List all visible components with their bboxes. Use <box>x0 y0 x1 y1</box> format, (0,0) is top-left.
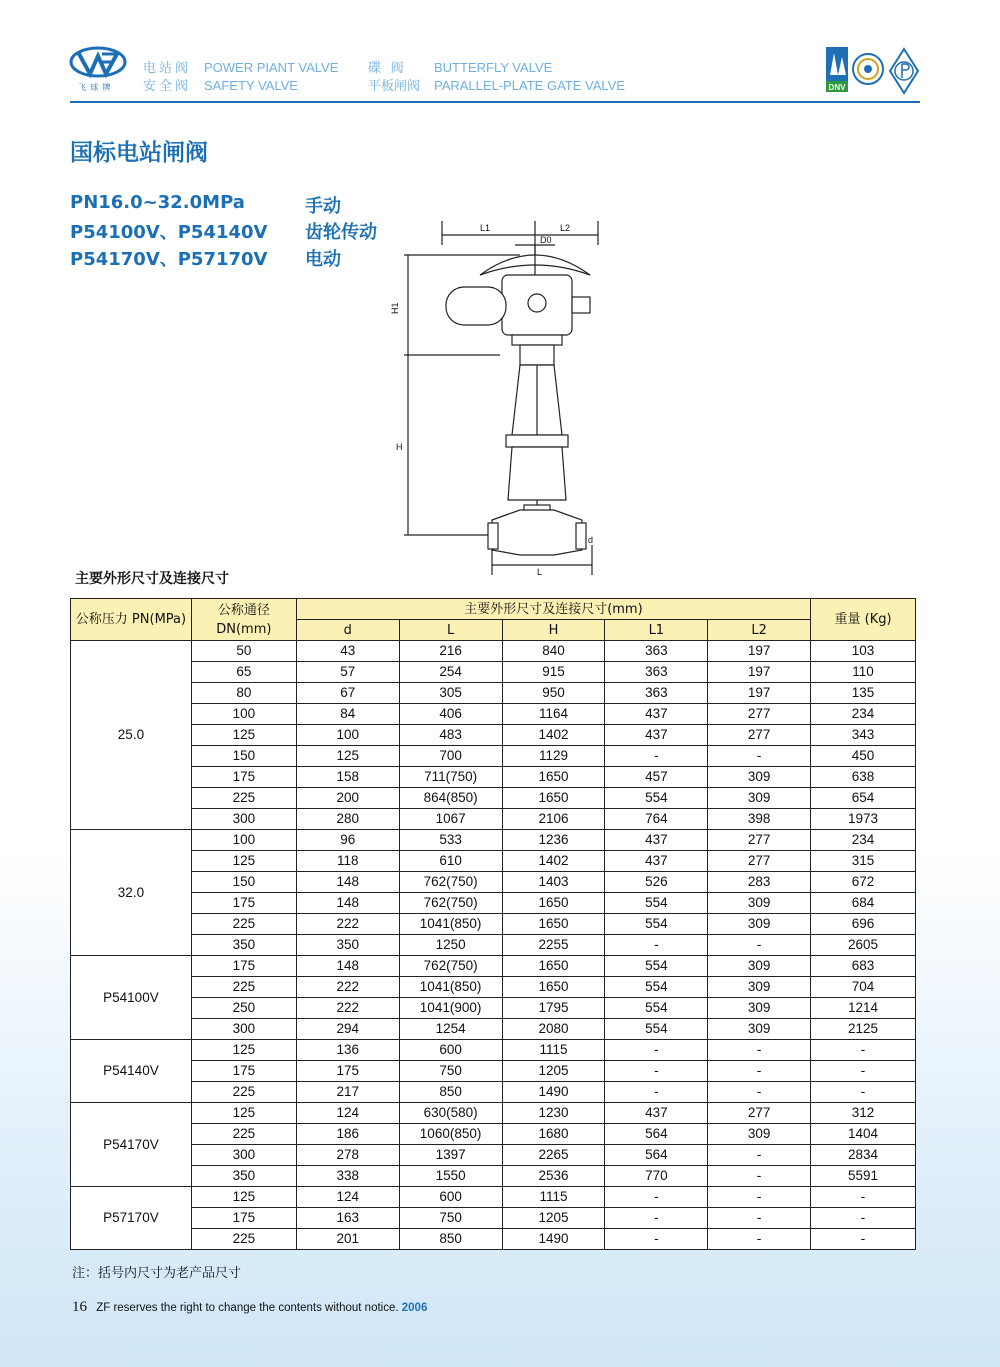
table-title: 主要外形尺寸及连接尺寸 <box>75 571 229 587</box>
table-cell: 2834 <box>811 1145 916 1166</box>
table-cell: 526 <box>605 872 708 893</box>
table-cell: 610 <box>399 851 502 872</box>
table-cell: 200 <box>296 788 399 809</box>
table-cell: 437 <box>605 851 708 872</box>
table-cell: 1041(850) <box>399 914 502 935</box>
table-row <box>71 851 916 872</box>
table-cell: - <box>811 1229 916 1250</box>
table-cell: 554 <box>605 788 708 809</box>
table-cell: 2605 <box>811 935 916 956</box>
footer-year: 2006 <box>401 1302 428 1314</box>
table-cell: 437 <box>605 704 708 725</box>
header-cat-1-cn: 电站阀 安全阀 <box>143 60 192 93</box>
table-cell: 186 <box>296 1124 399 1145</box>
table-row <box>71 1208 916 1229</box>
table-row <box>71 1019 916 1040</box>
header-l1: L1 <box>605 620 708 641</box>
table-cell: 300 <box>191 1145 296 1166</box>
table-cell: 770 <box>605 1166 708 1187</box>
table-row <box>71 935 916 956</box>
table-row <box>71 725 916 746</box>
table-cell: 350 <box>296 935 399 956</box>
table-cell: 125 <box>191 851 296 872</box>
dim-label-l2: L2 <box>560 223 571 233</box>
table-cell: 50 <box>191 641 296 662</box>
table-cell: 315 <box>811 851 916 872</box>
table-cell: 80 <box>191 683 296 704</box>
table-cell: 217 <box>296 1082 399 1103</box>
table-cell: 148 <box>296 956 399 977</box>
table-row <box>71 1145 916 1166</box>
table-body <box>71 641 916 1250</box>
table-cell: 175 <box>191 893 296 914</box>
table-cell: - <box>708 1208 811 1229</box>
table-cell: 1205 <box>502 1208 605 1229</box>
table-cell: 457 <box>605 767 708 788</box>
table-cell: 305 <box>399 683 502 704</box>
table-cell: - <box>811 1040 916 1061</box>
table-row <box>71 914 916 935</box>
pn-cell: 32.0 <box>71 830 192 956</box>
table-cell: 309 <box>708 914 811 935</box>
table-cell: - <box>708 1187 811 1208</box>
table-cell: 711(750) <box>399 767 502 788</box>
table-row <box>71 1061 916 1082</box>
table-row <box>71 1082 916 1103</box>
table-cell: 254 <box>399 662 502 683</box>
pn-cell: P54140V <box>71 1040 192 1103</box>
table-cell: 1403 <box>502 872 605 893</box>
table-cell: 67 <box>296 683 399 704</box>
header-weight: 重量 (Kg) <box>811 599 916 641</box>
table-cell: 277 <box>708 704 811 725</box>
header-dims: 主要外形尺寸及连接尺寸(mm) <box>296 599 810 620</box>
dim-label-d: d <box>588 535 594 545</box>
table-cell: 1402 <box>502 725 605 746</box>
table-cell: 437 <box>605 830 708 851</box>
table-cell: 309 <box>708 956 811 977</box>
table-cell: 437 <box>605 725 708 746</box>
table-cell: 950 <box>502 683 605 704</box>
table-cell: - <box>605 1040 708 1061</box>
table-cell: 1397 <box>399 1145 502 1166</box>
table-cell: 630(580) <box>399 1103 502 1124</box>
logo-text: 飞 球 牌 <box>78 83 112 92</box>
table-cell: 363 <box>605 683 708 704</box>
dim-label-d0: D0 <box>540 235 552 245</box>
table-cell: 1230 <box>502 1103 605 1124</box>
dnv-cert-icon <box>826 47 848 92</box>
table-cell: 350 <box>191 1166 296 1187</box>
table-cell: 309 <box>708 767 811 788</box>
certification-icons <box>826 47 921 95</box>
table-row <box>71 641 916 662</box>
table-cell: - <box>811 1082 916 1103</box>
table-cell: 277 <box>708 725 811 746</box>
table-cell: 564 <box>605 1124 708 1145</box>
table-cell: 125 <box>191 1187 296 1208</box>
table-cell: 277 <box>708 851 811 872</box>
table-cell: 125 <box>191 725 296 746</box>
table-cell: 309 <box>708 788 811 809</box>
table-cell: 225 <box>191 1082 296 1103</box>
table-cell: 704 <box>811 977 916 998</box>
table-row <box>71 956 916 977</box>
table-cell: 1250 <box>399 935 502 956</box>
table-cell: 84 <box>296 704 399 725</box>
table-cell: 136 <box>296 1040 399 1061</box>
table-cell: 96 <box>296 830 399 851</box>
table-cell: 216 <box>399 641 502 662</box>
header-d: d <box>296 620 399 641</box>
table-cell: 135 <box>811 683 916 704</box>
table-cell: 312 <box>811 1103 916 1124</box>
table-cell: 1115 <box>502 1040 605 1061</box>
table-cell: 1490 <box>502 1082 605 1103</box>
table-cell: 750 <box>399 1061 502 1082</box>
table-cell: 343 <box>811 725 916 746</box>
table-cell: 309 <box>708 893 811 914</box>
table-row <box>71 767 916 788</box>
table-cell: 1236 <box>502 830 605 851</box>
table-cell: - <box>708 1229 811 1250</box>
table-cell: 222 <box>296 977 399 998</box>
table-cell: 1067 <box>399 809 502 830</box>
table-cell: 363 <box>605 662 708 683</box>
dim-label-h: H <box>396 442 403 452</box>
table-cell: 100 <box>296 725 399 746</box>
table-cell: 864(850) <box>399 788 502 809</box>
table-cell: - <box>708 1166 811 1187</box>
table-cell: 277 <box>708 830 811 851</box>
table-cell: 201 <box>296 1229 399 1250</box>
table-cell: 437 <box>605 1103 708 1124</box>
table-cell: 1041(900) <box>399 998 502 1019</box>
table-cell: 1973 <box>811 809 916 830</box>
table-cell: - <box>708 1145 811 1166</box>
svg-text:DNV: DNV <box>828 83 846 92</box>
table-cell: 1060(850) <box>399 1124 502 1145</box>
table-cell: 1550 <box>399 1166 502 1187</box>
page-number: 16 <box>72 1299 87 1315</box>
table-cell: 2255 <box>502 935 605 956</box>
table-cell: 1129 <box>502 746 605 767</box>
table-cell: 1254 <box>399 1019 502 1040</box>
table-cell: 554 <box>605 977 708 998</box>
table-cell: 125 <box>191 1103 296 1124</box>
table-cell: 280 <box>296 809 399 830</box>
table-cell: 564 <box>605 1145 708 1166</box>
table-cell: 175 <box>296 1061 399 1082</box>
pn-cell: P54100V <box>71 956 192 1040</box>
table-row <box>71 746 916 767</box>
table-row <box>71 998 916 1019</box>
table-cell: 148 <box>296 893 399 914</box>
header-divider <box>70 101 920 103</box>
spec-mode-2: 齿轮传动 <box>305 222 377 243</box>
table-cell: 683 <box>811 956 916 977</box>
table-cell: 696 <box>811 914 916 935</box>
table-cell: 234 <box>811 830 916 851</box>
table-cell: - <box>605 1082 708 1103</box>
table-cell: 309 <box>708 1124 811 1145</box>
table-cell: 175 <box>191 956 296 977</box>
valve-drawing <box>380 215 620 585</box>
table-row <box>71 1229 916 1250</box>
table-cell: 762(750) <box>399 956 502 977</box>
table-cell: 915 <box>502 662 605 683</box>
table-cell: - <box>605 1229 708 1250</box>
page-footer <box>72 1299 427 1316</box>
table-cell: - <box>708 1082 811 1103</box>
table-cell: 148 <box>296 872 399 893</box>
table-cell: 234 <box>811 704 916 725</box>
table-cell: 764 <box>605 809 708 830</box>
dim-label-l: L <box>537 567 543 577</box>
table-cell: 1650 <box>502 893 605 914</box>
table-cell: 762(750) <box>399 872 502 893</box>
header-l: L <box>399 620 502 641</box>
table-cell: 100 <box>191 830 296 851</box>
table-cell: 103 <box>811 641 916 662</box>
table-cell: 197 <box>708 641 811 662</box>
pn-cell: 25.0 <box>71 641 192 830</box>
table-cell: - <box>811 1061 916 1082</box>
table-cell: 57 <box>296 662 399 683</box>
table-cell: 2536 <box>502 1166 605 1187</box>
table-cell: 225 <box>191 788 296 809</box>
table-cell: 1404 <box>811 1124 916 1145</box>
table-row <box>71 1187 916 1208</box>
table-cell: 338 <box>296 1166 399 1187</box>
spec-line-2: P54100V、P54140V <box>70 222 268 243</box>
table-cell: 554 <box>605 998 708 1019</box>
table-cell: 700 <box>399 746 502 767</box>
table-cell: 118 <box>296 851 399 872</box>
page-header <box>0 0 1000 110</box>
table-cell: 175 <box>191 1061 296 1082</box>
dimension-table <box>70 598 916 1250</box>
table-cell: 125 <box>191 1040 296 1061</box>
table-cell: 277 <box>708 1103 811 1124</box>
table-cell: 1041(850) <box>399 977 502 998</box>
table-cell: 672 <box>811 872 916 893</box>
table-cell: 654 <box>811 788 916 809</box>
table-cell: 294 <box>296 1019 399 1040</box>
table-cell: 150 <box>191 746 296 767</box>
table-cell: 225 <box>191 1124 296 1145</box>
table-cell: 65 <box>191 662 296 683</box>
header-cat-1-en: POWER PIANT VALVE SAFETY VALVE <box>204 60 339 93</box>
table-cell: 2080 <box>502 1019 605 1040</box>
table-cell: 309 <box>708 1019 811 1040</box>
table-row <box>71 1040 916 1061</box>
table-cell: 1115 <box>502 1187 605 1208</box>
table-cell: 850 <box>399 1229 502 1250</box>
table-cell: 175 <box>191 1208 296 1229</box>
table-cell: 1650 <box>502 914 605 935</box>
table-cell: 150 <box>191 872 296 893</box>
table-cell: 222 <box>296 998 399 1019</box>
dim-label-l1: L1 <box>480 223 491 233</box>
table-cell: 1650 <box>502 788 605 809</box>
footer-text: ZF reserves the right to change the contents without notice. <box>96 1302 399 1314</box>
spec-line-3: P54170V、P57170V <box>70 249 268 270</box>
table-cell: 5591 <box>811 1166 916 1187</box>
table-cell: 684 <box>811 893 916 914</box>
table-cell: - <box>605 746 708 767</box>
header-pn: 公称压力 PN(MPa) <box>71 599 192 641</box>
table-cell: 124 <box>296 1187 399 1208</box>
table-cell: - <box>811 1208 916 1229</box>
table-cell: 197 <box>708 683 811 704</box>
spec-mode-1: 手动 <box>305 196 341 217</box>
pn-cell: P54170V <box>71 1103 192 1187</box>
table-cell: 554 <box>605 893 708 914</box>
table-cell: 1795 <box>502 998 605 1019</box>
table-cell: 1205 <box>502 1061 605 1082</box>
table-cell: 309 <box>708 977 811 998</box>
table-cell: 158 <box>296 767 399 788</box>
header-dn: 公称通径 DN(mm) <box>191 599 296 641</box>
table-cell: 840 <box>502 641 605 662</box>
table-cell: 163 <box>296 1208 399 1229</box>
footnote: 注：括号内尺寸为老产品尺寸 <box>72 1266 242 1281</box>
header-cat-2-en: BUTTERFLY VALVE PARALLEL-PLATE GATE VALVE <box>434 60 625 93</box>
table-cell: 250 <box>191 998 296 1019</box>
table-row <box>71 683 916 704</box>
table-cell: 43 <box>296 641 399 662</box>
table-row <box>71 830 916 851</box>
table-cell: 600 <box>399 1187 502 1208</box>
table-cell: 197 <box>708 662 811 683</box>
table-cell: - <box>708 746 811 767</box>
table-row <box>71 809 916 830</box>
table-row <box>71 977 916 998</box>
header-h: H <box>502 620 605 641</box>
table-cell: 363 <box>605 641 708 662</box>
table-row <box>71 1124 916 1145</box>
table-cell: 850 <box>399 1082 502 1103</box>
table-cell: 225 <box>191 977 296 998</box>
table-cell: 1490 <box>502 1229 605 1250</box>
table-cell: 283 <box>708 872 811 893</box>
table-cell: 554 <box>605 956 708 977</box>
table-cell: 225 <box>191 914 296 935</box>
table-cell: 125 <box>296 746 399 767</box>
table-cell: 1650 <box>502 977 605 998</box>
table-cell: 1680 <box>502 1124 605 1145</box>
dim-label-h1: H1 <box>390 302 400 314</box>
table-cell: 600 <box>399 1040 502 1061</box>
table-row <box>71 788 916 809</box>
table-row <box>71 662 916 683</box>
header-cat-2-cn: 碟 阀 平板闸阀 <box>368 60 421 93</box>
table-cell: 450 <box>811 746 916 767</box>
table-cell: - <box>605 1061 708 1082</box>
table-cell: - <box>605 1208 708 1229</box>
table-cell: 309 <box>708 998 811 1019</box>
table-cell: 1402 <box>502 851 605 872</box>
table-cell: 554 <box>605 1019 708 1040</box>
table-cell: - <box>708 935 811 956</box>
pn-cell: P57170V <box>71 1187 192 1250</box>
table-cell: 300 <box>191 809 296 830</box>
table-row <box>71 872 916 893</box>
table-cell: 1164 <box>502 704 605 725</box>
table-cell: 762(750) <box>399 893 502 914</box>
table-cell: 175 <box>191 767 296 788</box>
header-l2: L2 <box>708 620 811 641</box>
table-cell: 2106 <box>502 809 605 830</box>
table-cell: 483 <box>399 725 502 746</box>
table-cell: 278 <box>296 1145 399 1166</box>
table-row <box>71 893 916 914</box>
api-cert-icon <box>890 49 918 93</box>
table-cell: 100 <box>191 704 296 725</box>
table-cell: 638 <box>811 767 916 788</box>
table-cell: 533 <box>399 830 502 851</box>
table-cell: - <box>605 935 708 956</box>
page-title: 国标电站闸阀 <box>70 140 208 166</box>
table-cell: 300 <box>191 1019 296 1040</box>
table-cell: - <box>708 1061 811 1082</box>
table-cell: - <box>708 1040 811 1061</box>
table-cell: 110 <box>811 662 916 683</box>
table-cell: 350 <box>191 935 296 956</box>
table-row <box>71 1166 916 1187</box>
table-cell: - <box>605 1187 708 1208</box>
table-cell: 554 <box>605 914 708 935</box>
table-cell: 2265 <box>502 1145 605 1166</box>
table-cell: 222 <box>296 914 399 935</box>
table-cell: 1650 <box>502 956 605 977</box>
spec-mode-3: 电动 <box>305 249 341 270</box>
spec-line-1: PN16.0~32.0MPa <box>70 192 245 213</box>
table-cell: 2125 <box>811 1019 916 1040</box>
table-row <box>71 704 916 725</box>
table-cell: 225 <box>191 1229 296 1250</box>
table-cell: - <box>811 1187 916 1208</box>
table-cell: 406 <box>399 704 502 725</box>
table-cell: 124 <box>296 1103 399 1124</box>
seal-cert-icon <box>853 54 883 84</box>
table-cell: 1650 <box>502 767 605 788</box>
table-cell: 1214 <box>811 998 916 1019</box>
table-cell: 398 <box>708 809 811 830</box>
table-row <box>71 1103 916 1124</box>
table-cell: 750 <box>399 1208 502 1229</box>
